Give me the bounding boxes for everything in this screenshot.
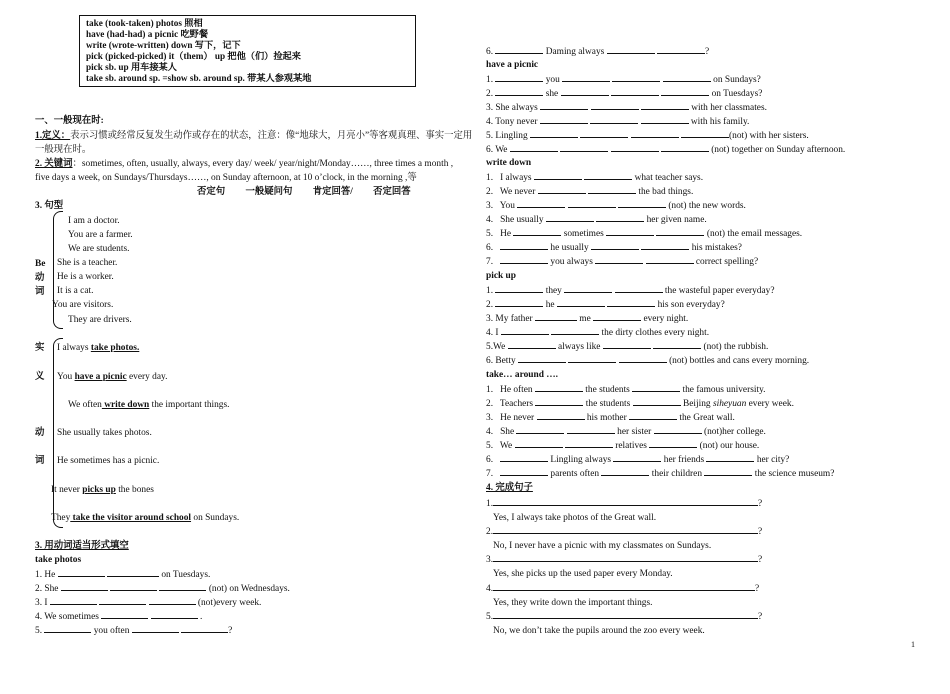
exercise-line[interactable]: 3. My father me every night. <box>486 314 689 324</box>
example-sentence: They are drivers. <box>68 315 132 325</box>
section-title: 一、一般现在时: <box>35 116 104 126</box>
example-sentence: I always take photos. <box>57 343 140 353</box>
question-line[interactable]: 2. ? <box>486 527 763 537</box>
vocabulary-box <box>79 15 416 87</box>
exercise-line[interactable]: 1. you on Sundays? <box>486 75 761 85</box>
exercise-line[interactable]: 1. I always what teacher says. <box>486 173 704 183</box>
exercise-title: 3. 用动词适当形式填空 <box>35 541 129 551</box>
exercise-title: 4. 完成句子 <box>486 483 533 493</box>
question-line[interactable]: 1. ? <box>486 499 763 509</box>
notional-label: 词 <box>35 456 45 466</box>
example-sentence: He sometimes has a picnic. <box>57 456 160 466</box>
exercise-line[interactable]: 4. Tony never with his family. <box>486 117 750 127</box>
answer-line: Yes, I always take photos of the Great wall. <box>493 513 657 523</box>
exercise-line[interactable]: 6. Lingling always her friends her city? <box>486 455 790 465</box>
definition-line: 一般现在时。 <box>35 145 92 155</box>
page-number: 1 <box>911 640 915 649</box>
keyword-line: five days a week, on Sundays/Thursdays……, on Sunday afternoon, at 10 o’clock, in the morning ,等 <box>35 173 417 183</box>
exercise-line[interactable]: 3. I (not)every week. <box>35 598 262 608</box>
notional-label: 动 <box>35 428 45 438</box>
vocab-line: pick (picked-picked) it（them） up 把他（们）捡起来 <box>86 51 301 61</box>
exercise-line[interactable]: 7. parents often their children the science museum? <box>486 469 835 479</box>
exercise-line[interactable]: 6. We (not) together on Sunday afternoon. <box>486 145 846 155</box>
definition-line: 1.定义：表示习惯或经常反复发生动作或存在的状态，注意：像“地球大，月亮小”等客观真理、事实一定用 <box>35 131 473 141</box>
exercise-line[interactable]: 1. they the wasteful paper everyday? <box>486 286 775 296</box>
example-sentence: We often write down the important things. <box>68 400 230 410</box>
exercise-line[interactable]: 2. Teachers the students Beijing siheyuan every week. <box>486 399 794 409</box>
vocab-line: write (wrote-written) down 写下，记下 <box>86 40 241 50</box>
example-sentence: She is a teacher. <box>57 258 118 268</box>
keyword-line: 2. 关键词：sometimes, often, usually, always, every day/ week/ year/night/Monday……, three times a month , <box>35 159 454 169</box>
be-label: Be <box>35 259 46 269</box>
question-line[interactable]: 5. ? <box>486 612 763 622</box>
exercise-line[interactable]: 1. He on Tuesdays. <box>35 570 211 580</box>
exercise-line[interactable]: 3. He never his mother the Great wall. <box>486 413 735 423</box>
exercise-subtitle: pick up <box>486 271 516 281</box>
exercise-line[interactable]: 6. Betty (not) bottles and cans every morning. <box>486 356 810 366</box>
notional-label: 义 <box>35 372 45 382</box>
example-sentence: We are students. <box>68 244 130 254</box>
answer-line: No, we don’t take the pupils around the zoo every week. <box>493 626 705 636</box>
exercise-line[interactable]: 2. She (not) on Wednesdays. <box>35 584 290 594</box>
example-sentence: They take the visitor around school on Sundays. <box>51 513 240 523</box>
example-sentence: It never picks up the bones <box>51 485 154 495</box>
exercise-line[interactable]: 2. We never the bad things. <box>486 187 694 197</box>
exercise-line[interactable]: 6. he usually his mistakes? <box>486 243 742 253</box>
answer-line: Yes, they write down the important things. <box>493 598 653 608</box>
vocab-line: pick sb. up 用车接某人 <box>86 62 177 72</box>
vocab-line: take sb. around sp. =show sb. around sp. 带某人参观某地 <box>86 73 312 83</box>
pattern-title: 3. 句型 <box>35 201 64 211</box>
example-sentence: You are visitors. <box>52 300 114 310</box>
vocab-line: have (had-had) a picnic 吃野餐 <box>86 29 209 39</box>
exercise-line[interactable]: 3. You (not) the new words. <box>486 201 746 211</box>
answer-line: No, I never have a picnic with my classmates on Sundays. <box>493 541 712 551</box>
example-sentence: You have a picnic every day. <box>57 372 168 382</box>
example-sentence: She usually takes photos. <box>57 428 152 438</box>
exercise-line[interactable]: 4. She usually her given name. <box>486 215 707 225</box>
exercise-subtitle: write down <box>486 158 532 168</box>
be-verb-brace <box>53 211 63 329</box>
exercise-line[interactable]: 5. Lingling (not) with her sisters. <box>486 131 809 141</box>
answer-line: Yes, she picks up the used paper every Monday. <box>493 569 673 579</box>
exercise-line[interactable]: 7. you always correct spelling? <box>486 257 759 267</box>
be-label: 词 <box>35 287 45 297</box>
exercise-line[interactable]: 5. you often ? <box>35 626 233 636</box>
exercise-subtitle: have a picnic <box>486 60 539 70</box>
example-sentence: You are a farmer. <box>68 230 133 240</box>
example-sentence: I am a doctor. <box>68 216 120 226</box>
exercise-line[interactable]: 6. Daming always ? <box>486 47 710 57</box>
vocab-line: take (took-taken) photos 照相 <box>86 18 203 28</box>
exercise-line[interactable]: 5. He sometimes (not) the email messages. <box>486 229 803 239</box>
exercise-subtitle: take… around …. <box>486 370 558 380</box>
exercise-line[interactable]: 5. We relatives (not) our house. <box>486 441 760 451</box>
exercise-line[interactable]: 2. he his son everyday? <box>486 300 725 310</box>
exercise-subtitle: take photos <box>35 555 82 565</box>
example-sentence: He is a worker. <box>57 272 114 282</box>
exercise-line[interactable]: 4. We sometimes . <box>35 612 203 622</box>
exercise-line[interactable]: 3. She always with her classmates. <box>486 103 767 113</box>
exercise-line[interactable]: 4. I the dirty clothes every night. <box>486 328 710 338</box>
notional-label: 实 <box>35 343 45 353</box>
exercise-line[interactable]: 2. she on Tuesdays? <box>486 89 763 99</box>
column-headers: 否定句 一般疑问句 肯定回答/ 否定回答 <box>197 187 411 197</box>
exercise-line[interactable]: 1. He often the students the famous university. <box>486 385 766 395</box>
exercise-line[interactable]: 4. She her sister (not)her college. <box>486 427 766 437</box>
exercise-line[interactable]: 5.We always like (not) the rubbish. <box>486 342 769 352</box>
example-sentence: It is a cat. <box>57 286 94 296</box>
be-label: 动 <box>35 273 45 283</box>
question-line[interactable]: 3. ? <box>486 555 763 565</box>
question-line[interactable]: 4. ? <box>486 584 760 594</box>
